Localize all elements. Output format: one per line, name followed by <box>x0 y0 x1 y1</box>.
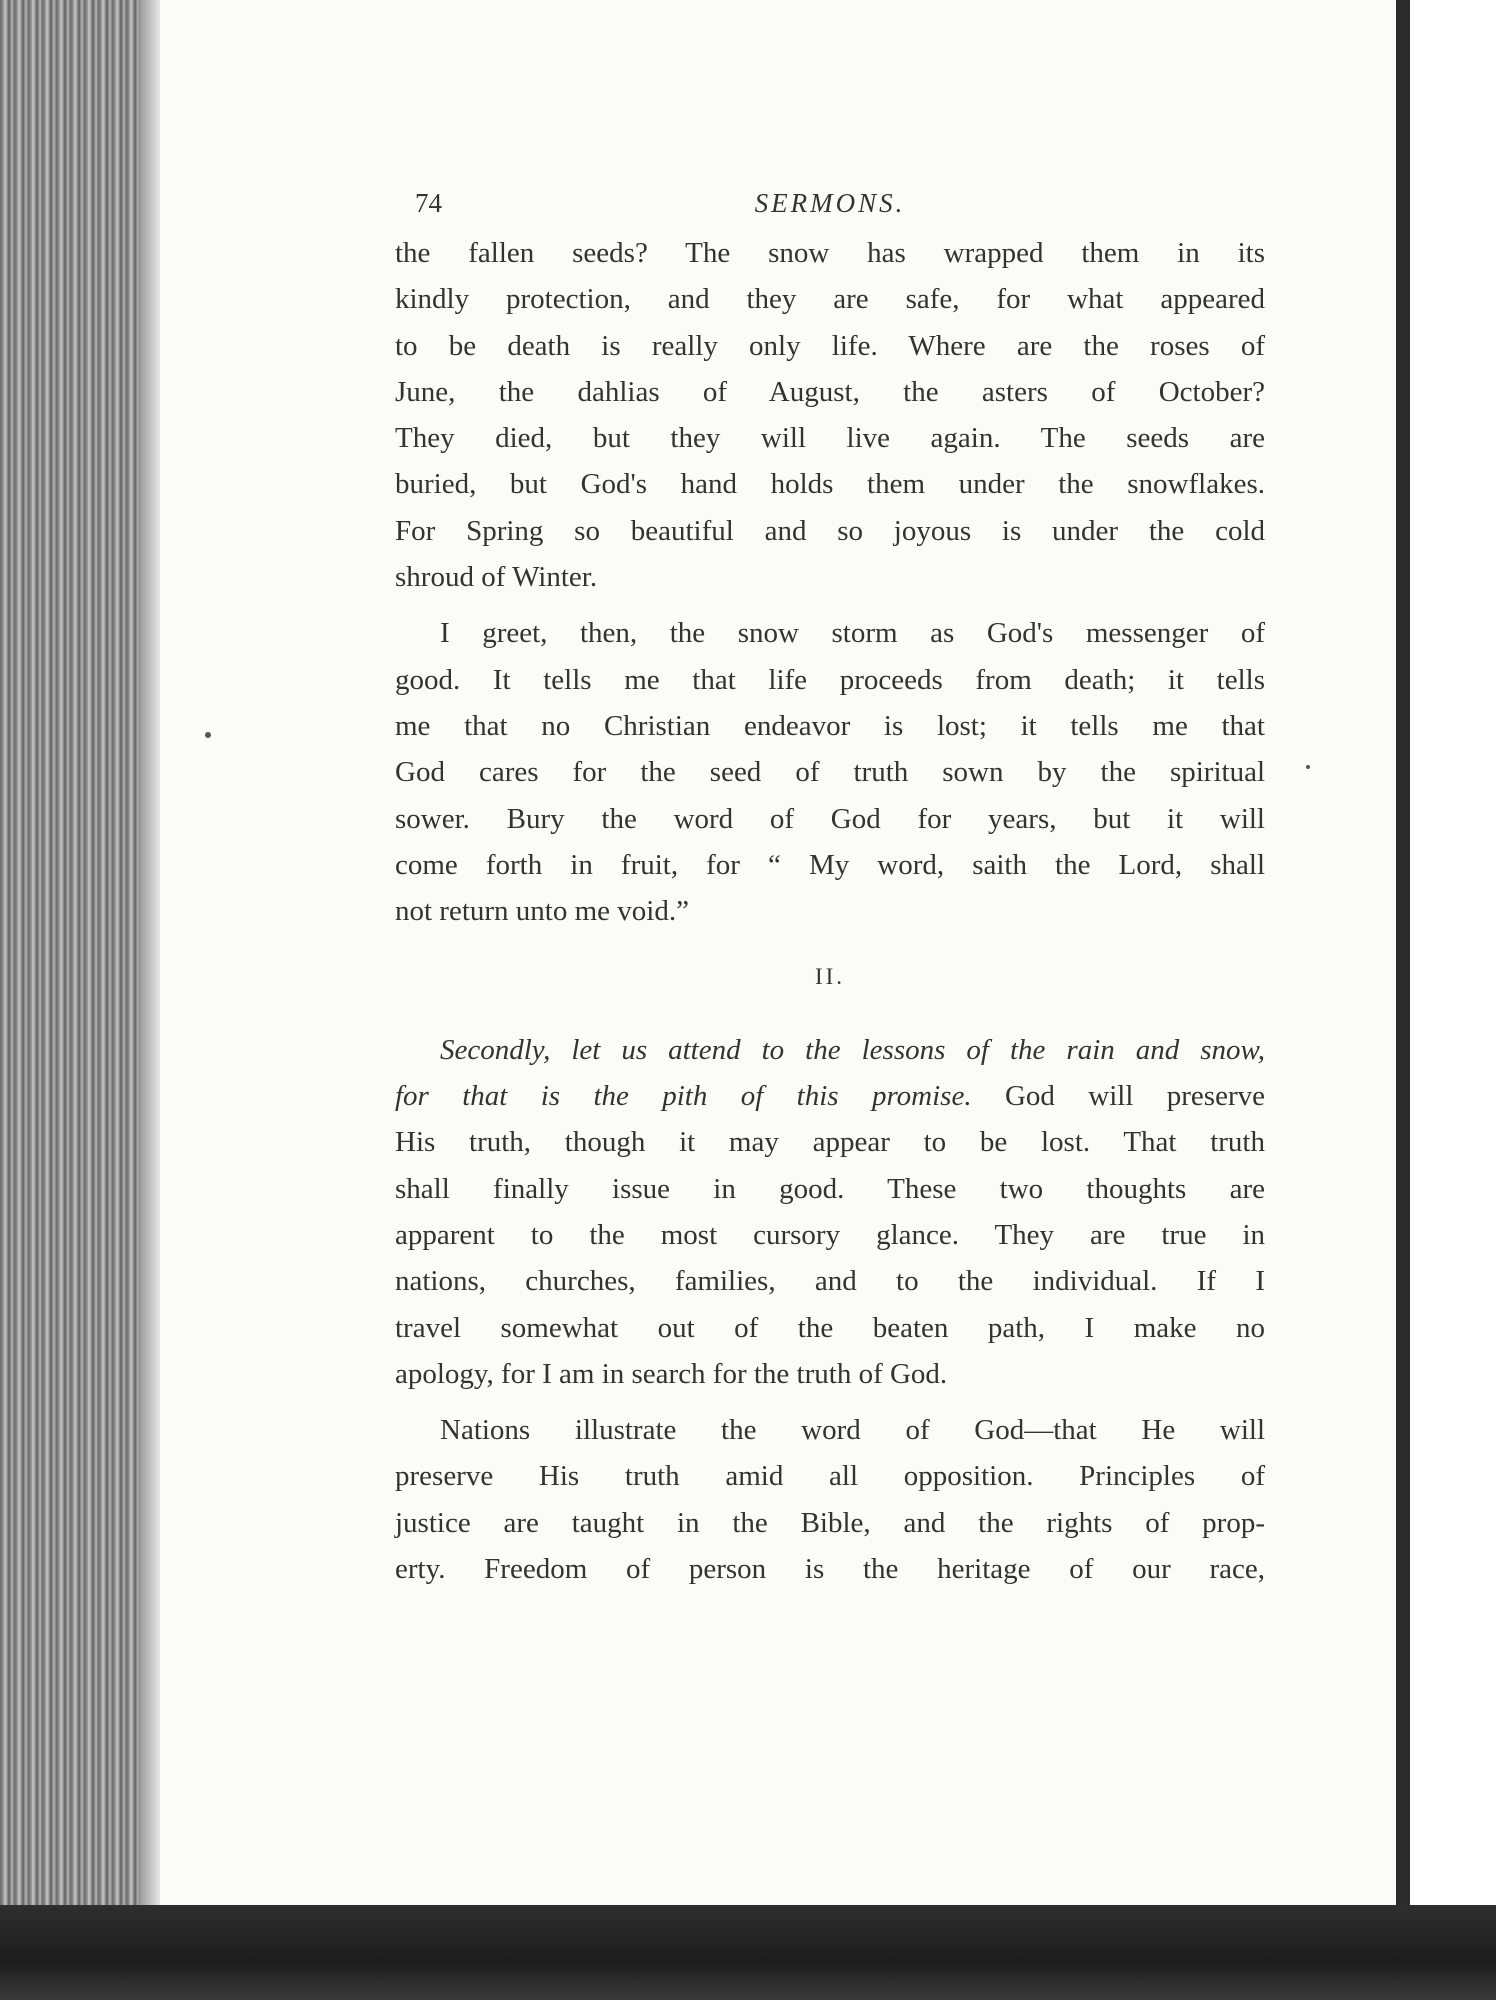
text-line: shall finally issue in good. These two thoughts are <box>395 1172 1265 1205</box>
text-line: June, the dahlias of August, the asters of October? <box>395 375 1265 408</box>
page-number: 74 <box>415 188 442 218</box>
text-line: erty. Freedom of person is the heritage of our race, <box>395 1553 1265 1586</box>
scan-bottom-border <box>0 1905 1496 2000</box>
text-line: nations, churches, families, and to the individual. If I <box>395 1265 1265 1298</box>
book-page-edges-left <box>0 0 160 1905</box>
text-line: I greet, then, the snow storm as God's messenger of <box>440 617 1265 650</box>
text-line: Nations illustrate the word of God—that He will <box>440 1414 1265 1447</box>
dust-speck <box>205 732 211 738</box>
text-line <box>395 1073 1265 1119</box>
text-line: They died, but they will live again. The seeds are <box>395 422 1265 455</box>
text-line: good. It tells me that life proceeds from death; it tells <box>395 663 1265 696</box>
text-line: the fallen seeds? The snow has wrapped them in its <box>395 237 1265 269</box>
text-line: For Spring so beautiful and so joyous is under the cold <box>395 514 1265 547</box>
paragraph-3 <box>395 1027 1265 1397</box>
text-line: God cares for the seed of truth sown by the spiritual <box>395 756 1265 789</box>
text-fragment: God will preserve <box>971 1080 1265 1113</box>
text-line: buried, but God's hand holds them under the snowflakes. <box>395 468 1265 501</box>
paragraph-1 <box>395 230 1265 600</box>
italic-phrase: for that is the pith of this promise. <box>395 1080 972 1113</box>
text-line: His truth, though it may appear to be lost. That truth <box>395 1126 1265 1159</box>
text-line: apparent to the most cursory glance. They are true in <box>395 1218 1265 1251</box>
text-line: Secondly, let us attend to the lessons of the rain and snow, <box>440 1033 1265 1066</box>
dust-speck <box>1306 765 1310 769</box>
text-line: travel somewhat out of the beaten path, I make no <box>395 1311 1265 1344</box>
paragraph-4 <box>395 1407 1265 1592</box>
section-numeral: II. <box>814 964 846 990</box>
book-page-edge-right <box>1396 0 1496 1905</box>
running-head <box>395 170 1265 230</box>
text-line: me that no Christian endeavor is lost; it tells me that <box>395 709 1265 742</box>
text-line: come forth in fruit, for “ My word, saith the Lord, shall <box>395 848 1265 881</box>
text-line: justice are taught in the Bible, and the rights of prop- <box>395 1506 1265 1539</box>
text-line: apology, for I am in search for the truth of God. <box>395 1357 948 1390</box>
text-line: not return unto me void.” <box>395 895 689 928</box>
text-line: sower. Bury the word of God for years, but it will <box>395 802 1265 835</box>
paragraph-2 <box>395 610 1265 934</box>
text-line: shroud of Winter. <box>395 561 598 594</box>
page-text <box>395 170 1265 1592</box>
text-line: preserve His truth amid all opposition. Principles of <box>395 1460 1265 1493</box>
running-title: SERMONS. <box>754 188 906 218</box>
text-line: to be death is really only life. Where are the roses of <box>395 329 1265 362</box>
text-line: kindly protection, and they are safe, for what appeared <box>395 283 1265 316</box>
